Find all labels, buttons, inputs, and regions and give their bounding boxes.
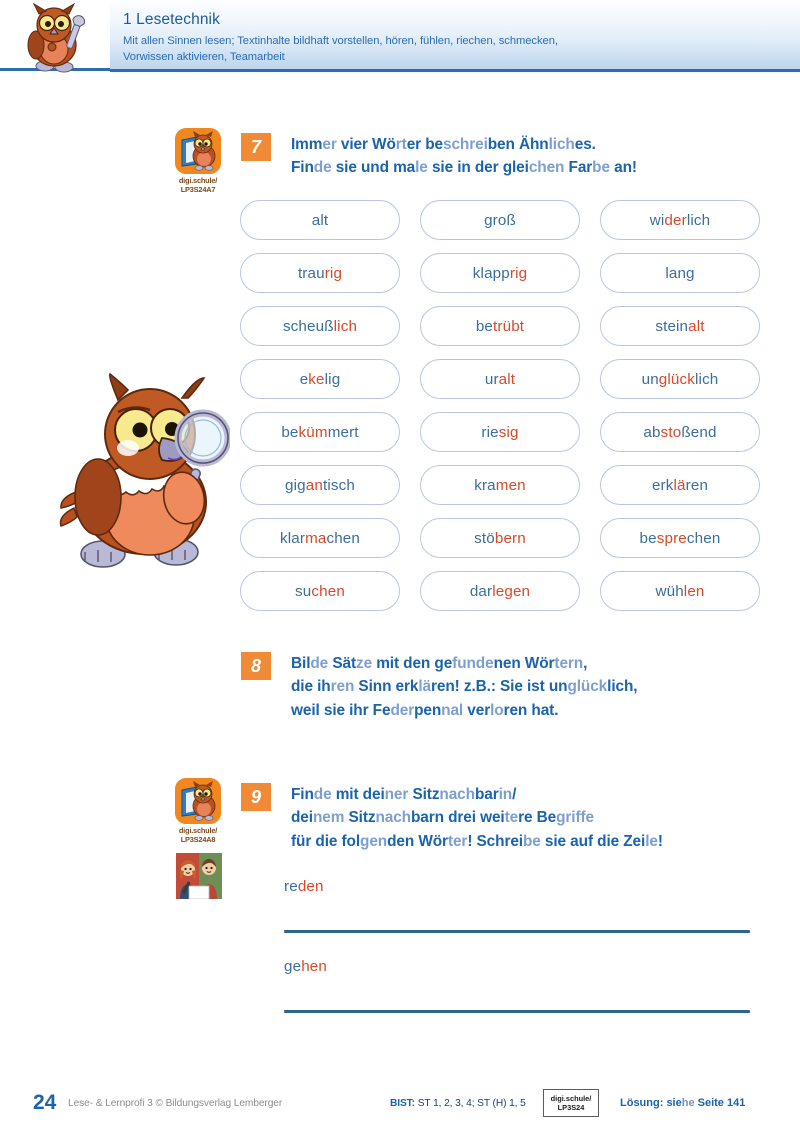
answer-line-2[interactable] — [284, 1010, 750, 1013]
word-chip-text-run: e — [299, 370, 309, 388]
header-subtitle-line1: Mit allen Sinnen lesen; Textinhalte bildhaft vorstellen, hören, fühlen, riechen, schmecken, — [123, 34, 558, 47]
word-chip-text-run: lich — [686, 211, 711, 229]
task-9-line-1 — [291, 783, 663, 806]
word-chip-text-run: ma — [305, 529, 327, 547]
task-7-line-2 — [291, 156, 637, 179]
text-run: sie und ma — [331, 159, 416, 177]
word-chip-text-run: ke — [308, 370, 325, 388]
text-run: er be — [406, 136, 443, 153]
text-run: rt — [395, 136, 407, 153]
prompt-word-gehen — [284, 958, 327, 975]
text-run: in — [498, 786, 513, 803]
word-chip[interactable] — [420, 359, 580, 399]
word-chip-text-run: sig — [498, 423, 519, 441]
word-chip-text-run: len — [683, 582, 705, 600]
text-run: mit den ge — [372, 655, 453, 672]
footer-code-line2: LP3S24 — [557, 1103, 585, 1112]
word-chip-text-run: rig — [324, 264, 343, 282]
digi-badge-line2: LP3S24A7 — [180, 185, 216, 195]
bist-info — [390, 1098, 526, 1109]
word-chip[interactable] — [420, 412, 580, 452]
word-chip-text-run: gig — [285, 476, 306, 494]
word-chip[interactable] — [240, 518, 400, 558]
text-run: Lösung: — [620, 1097, 667, 1109]
word-chip[interactable] — [240, 465, 400, 505]
word-chip-text-run: klapp — [472, 264, 510, 282]
text-run: den Wör — [387, 832, 448, 850]
text-run: es. — [574, 136, 596, 153]
word-chip-text-run: trübt — [493, 317, 525, 335]
text-run: , — [583, 655, 588, 672]
word-chip-text-run: trau — [297, 264, 325, 282]
text-run: ! — [657, 832, 663, 850]
text-run: lo — [490, 701, 504, 719]
text-run: an! — [609, 159, 637, 177]
word-chip-text-run: lich — [333, 317, 358, 335]
text-run: sie — [666, 1097, 682, 1109]
word-chip[interactable] — [240, 306, 400, 346]
word-chip[interactable] — [420, 518, 580, 558]
word-chip-text-run: kra — [474, 476, 496, 494]
digi-schule-badge-a8[interactable] — [170, 778, 226, 844]
owl-with-book-icon — [175, 128, 221, 174]
text-run: sie in der glei — [427, 159, 529, 177]
word-chip-text-run: tisch — [322, 476, 355, 494]
text-run: griffe — [556, 809, 594, 827]
word-chip-text-run: dar — [469, 582, 493, 600]
header-text-block — [123, 10, 783, 66]
digi-badge-line1: digi.schule/ — [178, 826, 218, 835]
text-run: de — [313, 159, 332, 177]
word-chip-text-run: be — [281, 423, 299, 441]
word-chip-text-run: men — [495, 476, 526, 494]
word-chip[interactable] — [600, 412, 760, 452]
text-run: Imm — [291, 136, 323, 153]
word-chip-text-run: lig — [324, 370, 341, 388]
text-run: Bil — [291, 655, 311, 672]
word-chip[interactable] — [600, 200, 760, 240]
text-run: die ih — [291, 678, 331, 696]
text-run: de — [310, 655, 329, 672]
word-chip-text-run: lich — [695, 370, 719, 388]
footer-digi-code[interactable] — [543, 1089, 599, 1117]
text-run: ! Schrei — [467, 832, 523, 850]
digi-badge-caption — [170, 176, 226, 194]
word-chip[interactable] — [600, 465, 760, 505]
word-chip-text-run: an — [305, 476, 323, 494]
text-run: ner — [384, 786, 409, 803]
text-run: be — [522, 832, 541, 850]
task-9-line-2 — [291, 806, 663, 829]
word-chip-text-run: chen — [326, 529, 361, 547]
digi-badge-caption — [170, 826, 226, 844]
text-run: für die fol — [291, 832, 361, 850]
text-run: schrei — [443, 136, 488, 153]
text-run: he — [681, 1097, 695, 1109]
text-run: nach — [439, 786, 475, 803]
task-9 — [241, 783, 663, 853]
task-8-line-1 — [291, 652, 637, 675]
text-run: lä — [418, 678, 431, 696]
text-run: bar — [474, 786, 499, 803]
word-chip-text-run: ren — [685, 476, 709, 494]
header-subtitle — [123, 34, 783, 66]
text-run: le — [645, 832, 658, 850]
task-7-instruction — [291, 133, 637, 180]
word-chip-text-run: wi — [649, 211, 665, 229]
task-9-line-3 — [291, 830, 663, 853]
word-chip[interactable] — [600, 518, 760, 558]
text-run: le — [415, 159, 428, 177]
prompt-word-reden — [284, 878, 324, 895]
text-run: nem — [312, 809, 345, 827]
text-run: ren! z.B.: Sie ist un — [431, 678, 568, 696]
text-run: er — [322, 136, 341, 153]
page-footer — [0, 1071, 800, 1131]
text-run: glück — [567, 678, 608, 696]
text-run: pen — [414, 701, 442, 719]
word-chip-text-run: chen — [686, 529, 721, 547]
text-run: Far — [564, 159, 593, 177]
word-chip-text-run: alt — [498, 370, 516, 388]
word-chip[interactable] — [420, 465, 580, 505]
word-chip-text-run: ßend — [681, 423, 717, 441]
word-chip-text-run: wüh — [655, 582, 684, 600]
bist-value: ST 1, 2, 3, 4; ST (H) 1, 5 — [417, 1098, 526, 1109]
owl-with-book-icon — [175, 778, 221, 824]
word-chip-text-run: ur — [484, 370, 499, 388]
text-run: gen — [360, 832, 388, 850]
solution-reference — [620, 1097, 745, 1109]
page-header — [0, 0, 800, 78]
text-run: re Be — [518, 809, 557, 827]
word-chip-text-run: lä — [673, 476, 686, 494]
digi-badge-line2: LP3S24A8 — [180, 835, 216, 845]
word-chip[interactable] — [240, 571, 400, 611]
two-children-writing-icon — [176, 853, 222, 899]
text-run: ben Ähn — [487, 136, 549, 153]
word-chip[interactable] — [600, 359, 760, 399]
text-run: de — [313, 786, 332, 803]
text-run: ter — [447, 832, 468, 850]
text-run: Sinn erk — [354, 678, 419, 696]
word-chip-text-run: sto — [660, 423, 682, 441]
word-chip-text-run: rig — [509, 264, 528, 282]
text-run: hen — [301, 958, 327, 975]
word-chip-text-run: rie — [481, 423, 499, 441]
text-run: lich — [548, 136, 575, 153]
text-run: funde — [452, 655, 494, 672]
word-chip[interactable] — [420, 571, 580, 611]
text-run: weil sie ihr Fe — [291, 701, 391, 719]
word-chip-text-run: glück — [658, 370, 696, 388]
text-run: mit dei — [331, 786, 385, 803]
word-chip-text-run: alt — [688, 317, 705, 335]
word-chip-text-run: ab — [643, 423, 661, 441]
word-chip-text-run: küm — [298, 423, 328, 441]
word-chip[interactable] — [420, 200, 580, 240]
text-run: sie auf die Zei — [540, 832, 646, 850]
word-chip-text-run: be — [475, 317, 494, 335]
text-run: / — [512, 786, 517, 803]
word-chip[interactable] — [240, 253, 400, 293]
word-chip-text-run: der — [664, 211, 687, 229]
text-run: Sät — [328, 655, 356, 672]
word-chip[interactable] — [600, 571, 760, 611]
word-chip-text-run: mert — [327, 423, 359, 441]
word-chip-text-run: su — [295, 582, 312, 600]
task-7 — [241, 133, 637, 180]
word-chip-text-run: chen — [311, 582, 345, 600]
task-8-line-3 — [291, 699, 637, 722]
text-run: re — [284, 878, 298, 895]
text-run: be — [592, 159, 610, 177]
text-run: Fin — [291, 159, 314, 177]
page-title: 1 Lesetechnik — [123, 11, 220, 28]
text-run: ren — [330, 678, 355, 696]
answer-line-1[interactable] — [284, 930, 750, 933]
text-run: Seite 141 — [694, 1097, 746, 1109]
word-chip-text-run: scheuß — [282, 317, 334, 335]
task-7-number: 7 — [241, 133, 271, 161]
word-chip-text-run: stein — [655, 317, 689, 335]
text-run: ren hat. — [503, 701, 559, 719]
text-run: te — [504, 809, 519, 827]
word-chip[interactable] — [420, 306, 580, 346]
word-chip[interactable] — [240, 359, 400, 399]
word-chip-text-run: lang — [665, 264, 695, 282]
word-chip[interactable] — [240, 200, 400, 240]
word-chip-text-run: groß — [484, 211, 516, 229]
header-subtitle-line2: Vorwissen aktivieren, Teamarbeit — [123, 50, 285, 63]
text-run: nach — [375, 809, 411, 827]
task-8-number: 8 — [241, 652, 271, 680]
digi-badge-line1: digi.schule/ — [178, 176, 218, 185]
text-run: ver — [463, 701, 491, 719]
task-7-line-1 — [291, 133, 637, 156]
task-9-instruction — [291, 783, 663, 853]
task-8 — [241, 652, 637, 722]
word-chip[interactable] — [600, 253, 760, 293]
owl-with-wrench-icon — [12, 3, 104, 73]
word-chip[interactable] — [420, 253, 580, 293]
text-run: nen Wör — [493, 655, 555, 672]
footer-code-line1: digi.schule/ — [550, 1093, 592, 1103]
text-run: Sitz — [344, 809, 376, 827]
text-run: vier Wö — [340, 136, 396, 153]
bist-label: BIST: — [390, 1098, 415, 1109]
text-run: tern — [554, 655, 584, 672]
page-number: 24 — [33, 1091, 57, 1114]
word-chip[interactable] — [240, 412, 400, 452]
text-run: dei — [291, 809, 313, 827]
digi-schule-badge-a7[interactable] — [170, 128, 226, 194]
word-chip-text-run: stö — [474, 529, 495, 547]
word-chip-text-run: bern — [494, 529, 526, 547]
text-run: Sitz — [408, 786, 440, 803]
text-run: chen — [528, 159, 565, 177]
text-run: ze — [355, 655, 373, 672]
word-chip-text-run: erk — [651, 476, 674, 494]
text-run: nal — [441, 701, 464, 719]
task-9-number: 9 — [241, 783, 271, 811]
text-run: den — [297, 878, 324, 895]
word-chip-text-run: un — [641, 370, 659, 388]
text-run: barn drei wei — [410, 809, 505, 827]
imprint-text: Lese- & Lernprofi 3 © Bildungsverlag Lemberger — [68, 1098, 283, 1109]
word-chip[interactable] — [600, 306, 760, 346]
task-8-instruction — [291, 652, 637, 722]
text-run: der — [390, 701, 415, 719]
text-run: ge — [284, 958, 302, 975]
text-run: Fin — [291, 786, 314, 803]
text-run: lich, — [607, 678, 638, 696]
word-chip-text-run: klar — [279, 529, 306, 547]
word-chip-grid — [240, 200, 760, 611]
word-chip-text-run: legen — [492, 582, 531, 600]
task-8-line-2 — [291, 675, 637, 698]
owl-with-magnifier-icon — [58, 372, 230, 587]
word-chip-text-run: alt — [311, 211, 329, 229]
word-chip-text-run: be — [639, 529, 657, 547]
word-chip-text-run: spre — [656, 529, 687, 547]
